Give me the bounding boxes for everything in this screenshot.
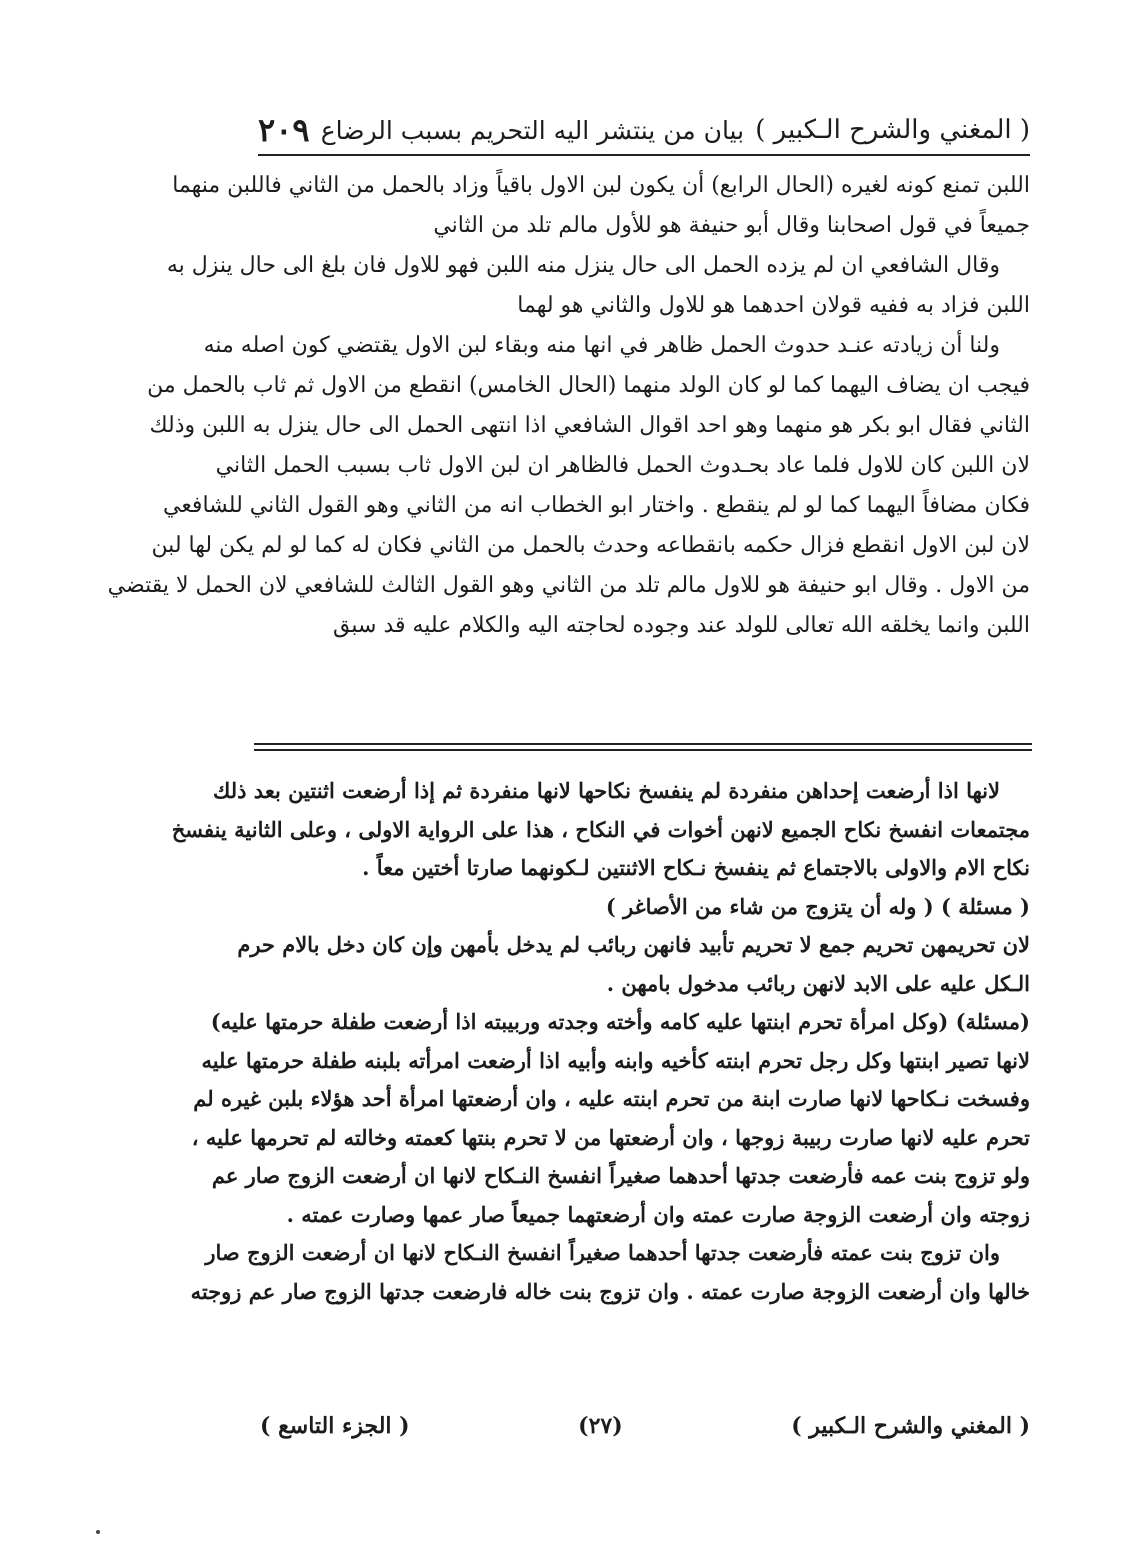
scan-speck [96, 1530, 100, 1534]
main-text-line: لانها اذا أرضعت إحداهن منفردة لم ينفسخ نكاحها لانها منفردة ثم إذا أرضعت اثنتين بعد ذلك [213, 778, 1000, 803]
page-footer [260, 1408, 1030, 1444]
header-book-title: ( المغني والشرح الـكبير ) [755, 115, 1030, 145]
main-text-line: خالها وان أرضعت الزوجة صارت عمته . وان تزوج بنت خاله فارضعت جدتها الزوج صار عم زوجته [190, 1278, 1030, 1304]
commentary-line: ولنا أن زيادته عنـد حدوث الحمل ظاهر في انها منه وبقاء لبن الاول يقتضي كون اصله منه [203, 333, 1000, 358]
main-text-block [171, 772, 1030, 1392]
commentary-line: جميعاً في قول اصحابنا وقال أبو حنيفة هو للأول مالم تلد من الثاني [433, 213, 1030, 238]
section-divider [254, 749, 1032, 751]
commentary-line: من الاول . وقال ابو حنيفة هو للاول مالم تلد من الثاني وهو القول الثالث للشافعي لان الحمل لا يقتضي [107, 573, 1030, 598]
running-header [258, 108, 1030, 152]
commentary-line: اللبن وانما يخلقه الله تعالى للولد عند وجوده لحاجته اليه والكلام عليه قد سبق [333, 613, 1030, 638]
masala-heading: ( مسئلة ) ( وله أن يتزوج من شاء من الأصاغر ) [605, 893, 1030, 919]
main-text-line: وان تزوج بنت عمته فأرضعت جدتها أحدهما صغيراً انفسخ النـكاح لانها ان أرضعت الزوج صار [205, 1240, 1000, 1265]
main-text-line: زوجته وان أرضعت الزوجة صارت عمته وان أرضعتهما جميعاً صار عمها وصارت عمته . [286, 1201, 1030, 1227]
commentary-line: اللبن فزاد به ففيه قولان احدهما هو للاول والثاني هو لهما [517, 293, 1030, 318]
header-subject: بيان من ينتشر اليه التحريم بسبب الرضاع [320, 115, 745, 145]
masala-heading: (مسئلة) (وكل امرأة تحرم ابنتها عليه كامه وأخته وجدته وربيبته اذا أرضعت طفلة حرمتها عليه) [210, 1009, 1030, 1034]
commentary-line: لان اللبن كان للاول فلما عاد بحـدوث الحمل فالظاهر ان لبن الاول ثاب بسبب الحمل الثاني [215, 453, 1030, 478]
main-text-line: لان تحريمهن تحريم جمع لا تحريم تأبيد فانهن ربائب لم يدخل بأمهن وإن كان دخل بالام حرم [237, 932, 1030, 957]
commentary-line: فكان مضافاً اليهما كما لو لم ينقطع . واختار ابو الخطاب انه من الثاني وهو القول الثاني للشافعي [162, 493, 1030, 518]
main-text-line: لانها تصير ابنتها وكل رجل تحرم ابنته كأخيه وابنه وأبيه اذا أرضعت امرأته بلبنه طفلة حرمتها عليه [201, 1047, 1030, 1073]
main-text-line: ولو تزوج بنت عمه فأرضعت جدتها أحدهما صغيراً انفسخ النـكاح لانها ان أرضعت الزوج صار عم [211, 1163, 1030, 1188]
commentary-line: اللبن تمنع كونه لغيره (الحال الرابع) أن يكون لبن الاول باقياً وزاد بالحمل من الثاني فاللبن منهما [172, 173, 1030, 198]
commentary-line: وقال الشافعي ان لم يزده الحمل الى حال ينزل منه اللبن فهو للاول فان بلغ الى حال ينزل به [166, 253, 1000, 278]
commentary-line: الثاني فقال ابو بكر هو منهما وهو احد اقوال الشافعي اذا انتهى الحمل الى حال ينزل به اللبن وذلك [149, 413, 1030, 438]
main-text-line: مجتمعات انفسخ نكاح الجميع لانهن أخوات في النكاح ، هذا على الرواية الاولى ، وعلى الثانية ينفسخ [171, 816, 1030, 842]
page-number: ٢٠٩ [258, 111, 310, 149]
commentary-line: لان لبن الاول انقطع فزال حكمه بانقطاعه وحدث بالحمل من الثاني فكان له كما لو لم يكن لها لبن [151, 533, 1030, 558]
footer-book-title: ( المغني والشرح الـكبير ) [791, 1413, 1030, 1439]
footer-sheet-number: (٢٧) [578, 1413, 623, 1439]
commentary-line: فيجب ان يضاف اليهما كما لو كان الولد منهما (الحال الخامس) انقطع من الاول ثم ثاب بالحمل من [147, 373, 1030, 398]
main-text-line: الـكل عليه على الابد لانهن ربائب مدخول بامهن . [606, 970, 1030, 996]
footer-volume: ( الجزء التاسع ) [260, 1413, 410, 1439]
main-text-line: نكاح الام والاولى بالاجتماع ثم ينفسخ نـكاح الاثنتين لـكونهما صارتا أختين معاً . [362, 855, 1030, 880]
commentary-block [107, 166, 1030, 726]
main-text-line: تحرم عليه لانها صارت ربيبة زوجها ، وان أرضعتها من لا تحرم بنتها كعمته وخالته لم تحرمها عليه ، [191, 1124, 1030, 1150]
header-rule [258, 154, 1030, 156]
section-divider [254, 743, 1032, 745]
main-text-line: وفسخت نـكاحها لانها صارت ابنة من تحرم ابنته عليه ، وان أرضعتها امرأة أحد هؤلاء بلبن غيره لم [193, 1086, 1030, 1111]
